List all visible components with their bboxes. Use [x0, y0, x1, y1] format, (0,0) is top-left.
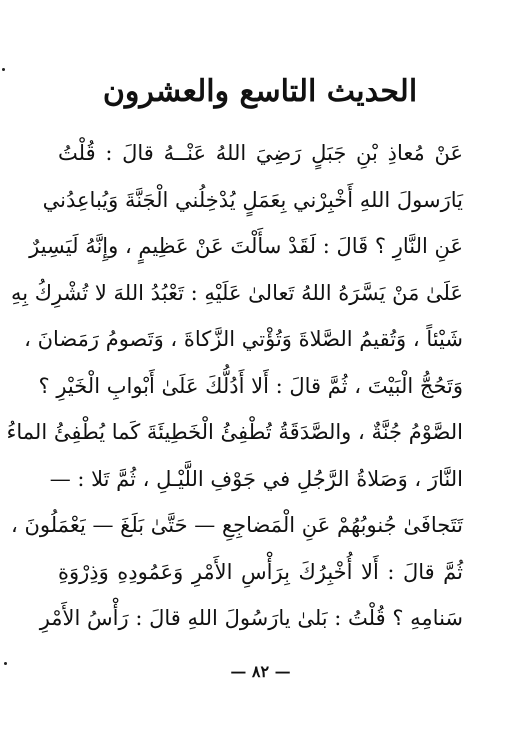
- hadith-text: [6, 130, 463, 642]
- text-line: تَتَجافَىٰ جُنوبُهُمْ عَنِ الْمَضاجِعِ — حَتَّىٰ بَلَغَ — يَعْمَلُونَ ،: [11, 513, 463, 537]
- text-line: وَتَحُجُّ الْبَيْتَ ، ثُمَّ قالَ : أَلا أَدُلُّكَ عَلَىٰ أَبْوابِ الْخَيْرِ ؟: [38, 373, 463, 398]
- text-line: سَنامِهِ ؟ قُلْتُ : بَلىٰ يارَسُولَ اللهِ قالَ : رَأْسُ الأَمْرِ: [39, 606, 463, 630]
- text-line: عَنْ مُعاذِ بْنِ جَبَلٍ رَضِيَ اللهُ عَنْــهُ قالَ : قُلْتُ: [58, 141, 463, 165]
- text-line: الصَّوْمُ جُنَّةٌ ، والصَّدَقَةُ تُطْفِئُ الْخَطِيئَةَ كَما يُطْفِئُ الماءُ: [6, 420, 463, 444]
- scan-speck: [2, 68, 5, 71]
- scan-speck: [4, 662, 7, 665]
- text-line: النَّارَ ، وَصَلاةُ الرَّجُلِ في جَوْفِ اللَّيْـلِ ، ثُمَّ تَلا : —: [49, 466, 463, 491]
- text-line: عَلَىٰ مَنْ يَسَّرَهُ اللهُ تَعالىٰ عَلَيْهِ : تَعْبُدُ اللهَ لا تُشْرِكُ بِهِ: [10, 280, 463, 305]
- hadith-title: الحديث التاسع والعشرون: [102, 74, 418, 109]
- text-line: عَنِ النَّارِ ؟ قَالَ : لَقَدْ سأَلْتَ عَنْ عَظِيمٍ ، وإِنَّهُ لَيَسِيرٌ: [29, 234, 463, 258]
- page-number: — ٨٢ —: [230, 662, 291, 681]
- text-line: ثُمَّ قالَ : أَلا أُخْبِرُكَ بِرَأْسِ الأَمْرِ وَعَمُودِهِ وَذِرْوَةِ: [58, 559, 463, 584]
- text-line: شَيْئاً ، وَتُقيمُ الصَّلاةَ وَتُؤْتي الزَّكاةَ ، وَتَصومُ رَمَضانَ ،: [24, 327, 463, 351]
- text-line: يَارَسولَ اللهِ أَخْبِرْني بِعَمَلٍ يُدْخِلُني الْجَنَّةَ وَيُباعِدُني: [42, 187, 463, 212]
